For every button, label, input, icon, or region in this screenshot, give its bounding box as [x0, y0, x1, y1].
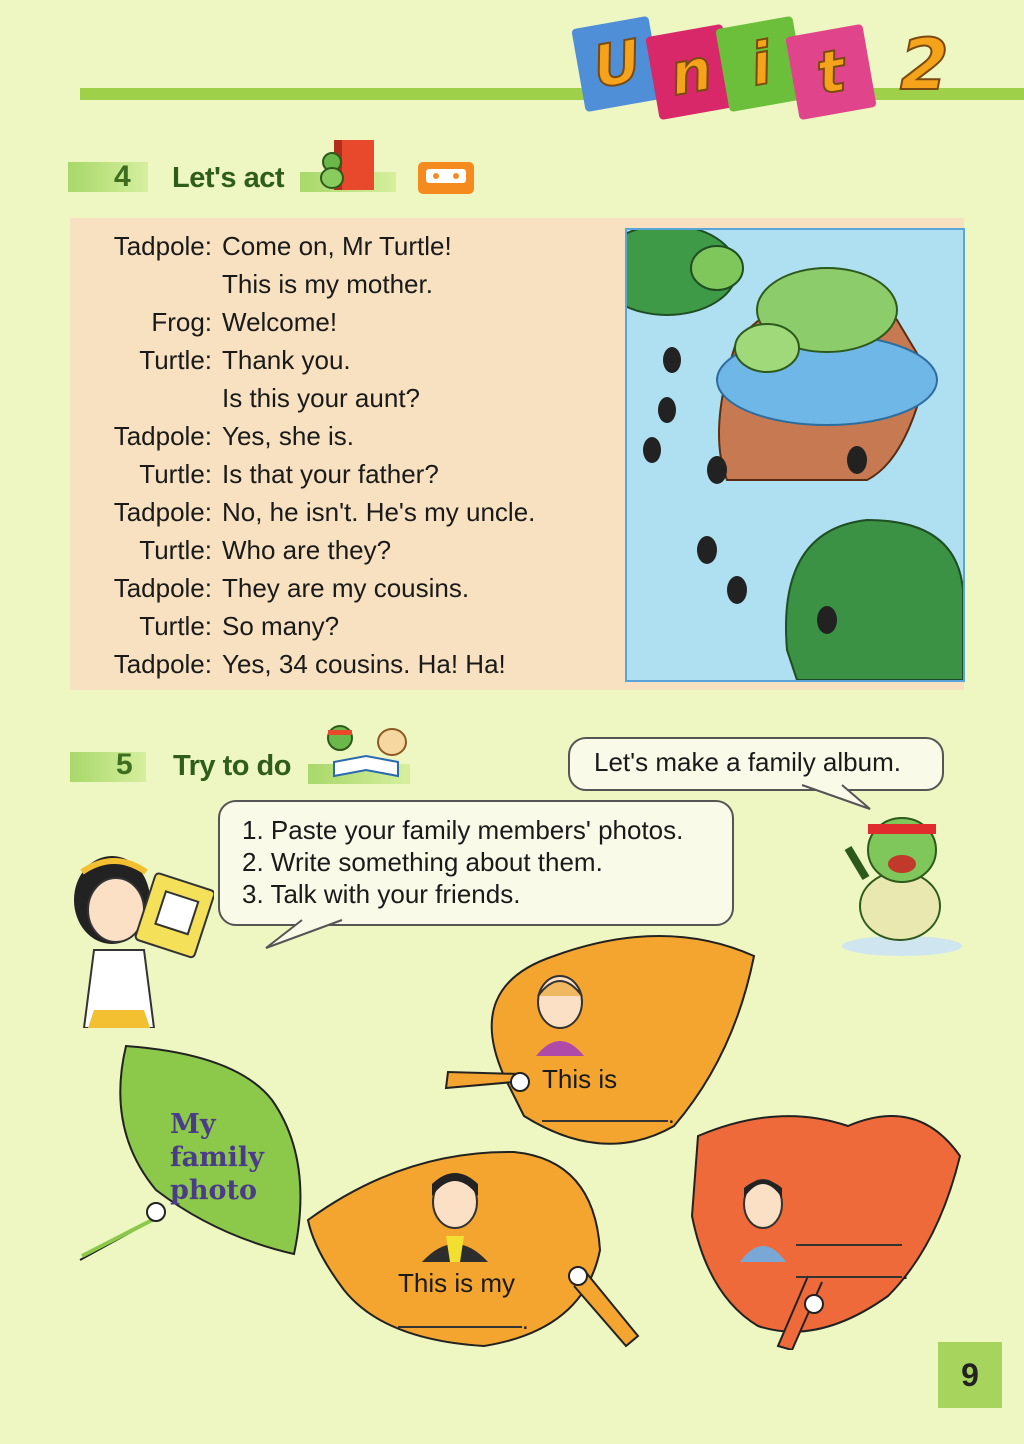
pond-illustration	[625, 228, 965, 682]
man-portrait-icon	[420, 1166, 490, 1262]
step-1: 1. Paste your family members' photos.	[242, 815, 684, 845]
girl-portrait-icon	[530, 966, 590, 1056]
pond-scene	[627, 230, 963, 680]
page-number: 9	[938, 1342, 1002, 1408]
section4-bar	[68, 162, 148, 192]
dialogue: Tadpole: Come on, Mr Turtle! This is my mother. Frog: Welcome! Turtle: Thank you. Is this your aunt? Tadpole: Yes, she is. Turtle: Is that your father? Tadpole: No, he isn't. He's my uncle. Turtle: Who are they? Tadpole: They are my cousins. Turtle: So many? Tadpole: Yes, 34 cousins. Ha! Ha!	[113, 231, 536, 679]
answer-blank[interactable]	[398, 1324, 522, 1328]
girl-with-album	[64, 850, 214, 1028]
section5-bar	[70, 752, 146, 782]
unit-letter-i: i	[715, 16, 806, 112]
turtle-door-icon	[318, 138, 376, 194]
step-2: 2. Write something about them.	[242, 847, 603, 877]
reading-animals-icon	[320, 720, 412, 782]
green-leaf-line: My	[170, 1109, 216, 1140]
header-rule	[80, 88, 1024, 100]
green-leaf-label	[170, 1108, 264, 1207]
cassette-icon[interactable]	[416, 160, 476, 196]
section5-number: 5	[116, 748, 133, 781]
period-mark: .	[668, 1102, 675, 1129]
answer-blank[interactable]	[796, 1274, 902, 1278]
boy-portrait-icon	[738, 1168, 788, 1262]
answer-blank[interactable]	[542, 1118, 668, 1122]
step-3: 3. Talk with your friends.	[242, 879, 521, 909]
section4-title: Let's act	[172, 162, 284, 194]
steps-bubble-tail	[262, 918, 352, 952]
unit-letter-u: U	[571, 16, 662, 112]
unit-number: 2	[900, 24, 949, 106]
section5-title: Try to do	[173, 750, 291, 782]
answer-blank[interactable]	[796, 1242, 902, 1246]
green-leaf-line: family	[170, 1142, 264, 1173]
period-mark: .	[522, 1308, 529, 1335]
orange-leaf-top-text: This is	[542, 1064, 618, 1094]
turtle-bubble-text: Let's make a family album.	[594, 747, 901, 777]
turtle-character	[838, 808, 968, 958]
green-leaf-line: photo	[170, 1175, 257, 1206]
orange-leaf-bottom-text: This is my	[398, 1268, 515, 1298]
unit-letter-n: n	[645, 24, 736, 120]
unit-letter-t: t	[785, 24, 876, 120]
section4-number: 4	[114, 160, 131, 193]
period-mark: .	[902, 1258, 909, 1285]
red-leaf	[688, 1096, 964, 1350]
